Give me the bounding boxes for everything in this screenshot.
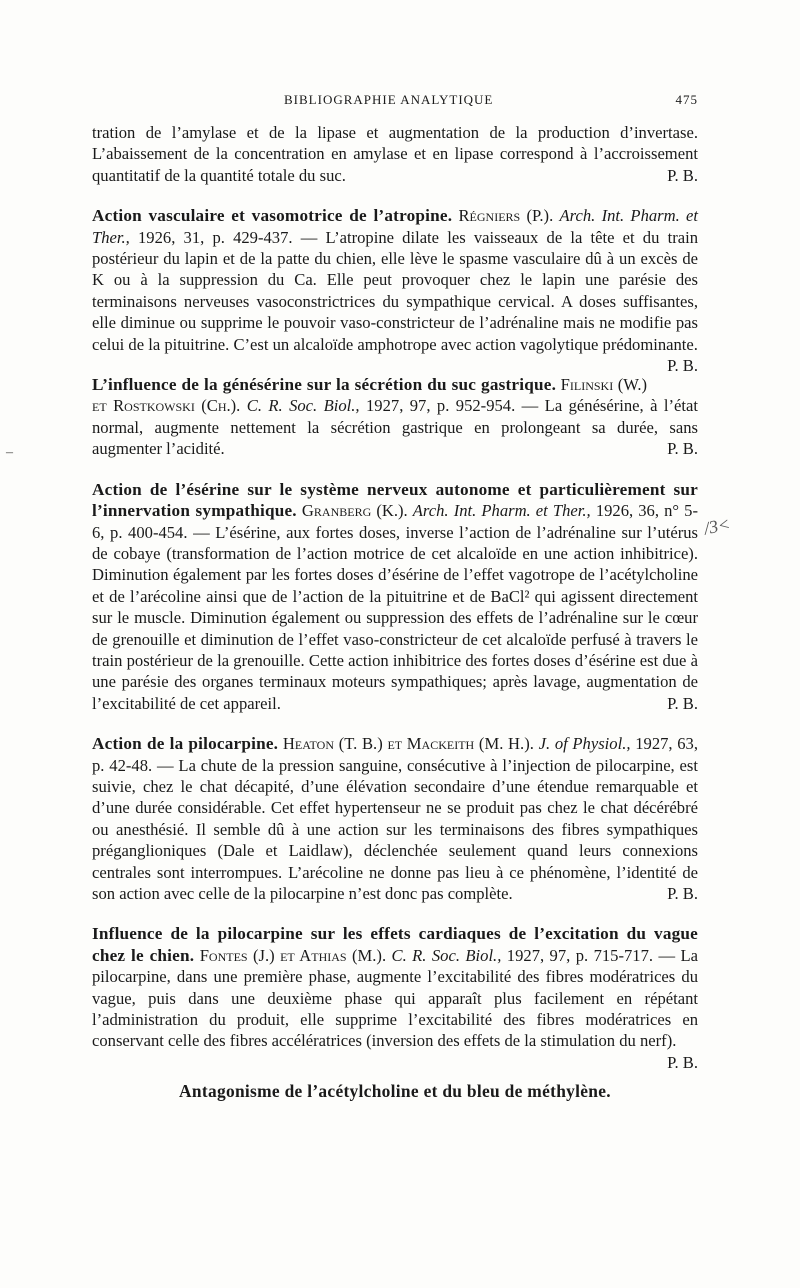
bibliography-entry (92, 479, 698, 714)
running-head (92, 92, 698, 112)
entry-authors: Heaton (T. B.) et Mackeith (M. H.). (282, 734, 534, 754)
entry-title: Action vasculaire et vasomotrice de l’atropine. (92, 206, 453, 226)
bibliography-entry (92, 733, 698, 904)
next-entry-title: Antagonisme de l’acétylcholine et du bleu de méthylène. (179, 1081, 611, 1102)
page (92, 92, 698, 1103)
margin-dash-mark: – (6, 445, 13, 460)
entry-body: — L’ésérine, aux fortes doses, inverse l’action de l’adrénaline sur l’utérus de cobaye (transformation de l’action motrice de cet alcaloïde en une action inhibitrice). Diminution également par les fortes doses d’ésérine de l’effet vagotrope de l’acétylcholine et de l’arécoline ainsi que de l’action de la pituitrine et de BaCl² qui agissent directement sur le muscle. Diminution également ou suppression des effets de l’adrénaline sur le cœur de grenouille et diminution de l’effet vaso-constricteur de cet alcaloïde perfusé à travers le train postérieur de la grenouille. Cette action inhibitrice des fortes doses d’ésérine est due à une parésie des organes terminaux moteurs sympathiques; après lavage, augmentation de l’excitabilité de cet appareil. (92, 522, 699, 713)
entry-body: — La génésérine, à l’état normal, augmente nettement la sécrétion gastrique en prolongeant sa durée, sans augmenter l’acidité. (92, 396, 698, 459)
entry-title: Action de la pilocarpine. (92, 734, 279, 754)
signature: P. B. (667, 884, 698, 903)
entry-journal: C. R. Soc. Biol., (391, 945, 502, 965)
signature: P. B. (667, 439, 698, 459)
entry-journal: C. R. Soc. Biol., (246, 396, 360, 416)
entry-body: — La pilocarpine, dans une première phase, augmente l’excitabilité des fibres modératrices du vague, puis dans une deuxième phase qui apparaît plus facilement en répétant l’administration du produit, elle supprime l’excitabilité des fibres modératrices en conservant celle des fibres accélératrices (inversion des effets de la stimulation du nerf). (92, 945, 699, 1051)
bibliography-entry (92, 923, 698, 1073)
intro-text: tration de l’amylase et de la lipase et augmentation de la production d’invertase. L’abaissement de la concentration en amylase et en lipase correspond à l’accroissement quantitatif de la quantité totale du suc. (92, 123, 698, 185)
bibliography-entry (92, 205, 698, 376)
signature: P. B. (667, 1052, 698, 1072)
entry-title: L’influence de la génésérine sur la sécrétion du suc gastrique. (92, 375, 557, 395)
signature: P. B. (667, 165, 698, 185)
signature: P. B. (667, 356, 698, 376)
entry-body: — L’atropine dilate les vaisseaux de la tête et du train postérieur du lapin et de la patte du chien, elle lève le spasme vasculaire dû à un excès de K ou à la suppression du Ca. Elle peut provoquer chez le lapin une parésie des terminaisons nerveuses vasoconstrictrices du sympathique cervical. A doses suffisantes, elle diminue ou supprime le pouvoir vaso-constricteur de l’adrénaline mais ne modifie pas celui de la pituitrine. C’est un alcaloïde amphotrope avec action vagolytique prédominante. (92, 227, 698, 354)
entry-authors: Régniers (P.). (458, 206, 554, 226)
entry-journal: J. of Physiol., (538, 734, 631, 754)
intro-paragraph (92, 122, 698, 186)
entry-authors: Fontes (J.) et Athias (M.). (199, 945, 387, 965)
entry-journal: Arch. Int. Pharm. et Ther., (92, 206, 698, 247)
entry-journal: Arch. Int. Pharm. et Ther., (412, 501, 591, 521)
margin-handwritten-note: /3< (702, 513, 732, 539)
entry-title: Action de l’ésérine sur le système nerveux autonome et particulièrement sur l’innervation sympathique. (92, 479, 698, 521)
signature: P. B. (667, 693, 698, 713)
entry-year-volume: 1926, 31, p. 429-437. (138, 227, 293, 247)
entry-body: — La chute de la pression sanguine, consécutive à l’injection de pilocarpine, est suivie, chez le chat décapité, d’une élévation secondaire d’une étendue remarquable et d’une durée considérable. Cet effet hypertenseur ne se produit pas chez le chat décérébré ou anesthésié. Il semble dû à une action sur les terminaisons des fibres sympathiques préganglioniques (Dale et Laidlaw), déclenchée seulement quand leurs connexions centrales sont interrompues. L’arécoline ne donne pas lieu à ce phénomène, l’identité de son action avec celle de la pilocarpine n’est donc pas complète. (92, 755, 698, 903)
entry-year-volume: 1927, 63, p. 42-48. (92, 734, 699, 775)
entry-authors: Granberg (K.). (301, 501, 408, 521)
entry-year-volume: 1927, 97, p. 952-954. (366, 396, 516, 416)
entry-year-volume: 1926, 36, n° 5-6, p. 400-454. (92, 501, 698, 542)
entry-title: Influence de la pilocarpine sur les effets cardiaques de l’excitation du vague chez le chien. (92, 924, 698, 965)
running-head-title: BIBLIOGRAPHIE ANALYTIQUE (284, 92, 494, 107)
entry-authors: Filinski (W.) et Rostkowski (Ch.). (92, 375, 648, 416)
bibliography-entry (92, 374, 698, 460)
entry-year-volume: 1927, 97, p. 715-717. (506, 945, 654, 965)
page-number: 475 (675, 92, 698, 107)
